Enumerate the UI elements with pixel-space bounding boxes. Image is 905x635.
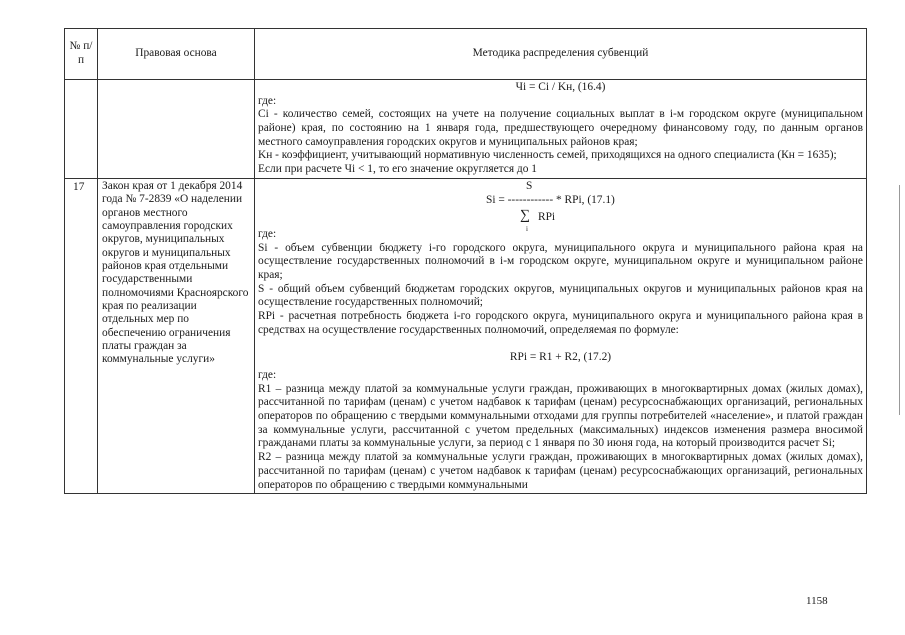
prev-basis-cell	[98, 80, 255, 179]
header-method: Методика распределения субвенций	[255, 29, 867, 80]
page-number: 1158	[806, 595, 828, 607]
formula-main-line: Si = ------------ * RPi, (17.1)	[486, 193, 615, 206]
sum-symbol: ∑	[520, 207, 530, 223]
table-header-row	[65, 29, 867, 80]
formula-numerator: S	[526, 179, 533, 192]
where-label-1: где:	[258, 227, 277, 240]
row-number: 17	[65, 178, 98, 493]
prev-method-cell	[255, 80, 867, 179]
formula-16-4: Чi = Ci / Kн, (16.4)	[515, 81, 606, 93]
definition-kn: Kн - коэффициент, учитывающий нормативную численность семей, приходящихся на одного специалиста (Кн = 1635);	[258, 149, 837, 162]
margin-line	[899, 185, 900, 415]
where-label: где:	[258, 94, 277, 107]
formula-17-2: RPi = R1 + R2, (17.2)	[509, 351, 612, 364]
rounding-note: Если при расчете Чi < 1, то его значение округляется до 1	[258, 163, 537, 176]
subsidy-table	[64, 28, 867, 494]
header-num: № п/п	[65, 29, 98, 80]
legal-basis: Закон края от 1 декабря 2014 года № 7-2839 «О наделении органов местного самоуправления городских округов, муниципальных округов и муниципальных районов края отдельными государственными полномочиями Красноярского края по реализации отдельных мер по обеспечению ограничения платы граждан за коммунальные услуги»	[98, 178, 255, 493]
definition-r1: R1 – разница между платой за коммунальные услуги граждан, проживающих в многоквартирных домах (жилых домах), рассчитанной по тарифам (ценам) с учетом надбавок к тарифам (ценам) ресурсоснабжающих организаций, региональных операторов по обращению с твердыми коммунальными отходами для группы потребителей «население», и платой граждан за коммунальные услуги, рассчитанной с учетом предельных (максимальных) индексов изменения размера вносимой гражданами платы за коммунальные услуги, за период с 1 января по 30 июня года, на который производится расчет Si;	[258, 382, 863, 450]
prev-num-cell	[65, 80, 98, 179]
table-row-prev	[65, 80, 867, 179]
definition-rpi: RPi - расчетная потребность бюджета i-го городского округа, муниципального округа и муниципального района края в средствах на осуществление государственных полномочий, определяемая по формуле:	[258, 309, 863, 336]
header-basis: Правовая основа	[98, 29, 255, 80]
definition-ci: Ci - количество семей, состоящих на учете на получение социальных выплат в i-м городском округе (муниципальном районе) края, по состоянию на 1 января года, предшествующего очередному финансовому году, по данным органов местного самоуправления городских округов и муниципальных районов края;	[258, 108, 863, 148]
formula-17-1	[258, 179, 863, 233]
definition-si: Si - объем субвенции бюджету i-го городского округа, муниципального округа и муниципального района края на осуществление государственных полномочий в i-м городском округе, муниципальном округе и муниципальном районе края;	[258, 241, 863, 281]
table-row-17	[65, 178, 867, 493]
sum-subscript: i	[526, 224, 528, 233]
definition-r2: R2 – разница между платой за коммунальные услуги граждан, проживающих в многоквартирных домах (жилых домах), рассчитанной по тарифам (ценам) с учетом надбавок к тарифам (ценам) ресурсоснабжающих организаций, региональных операторов по обращению с твердыми коммунальными	[258, 451, 863, 491]
formula-denominator: RPi	[538, 210, 556, 223]
definition-s: S - общий объем субвенций бюджетам городских округов, муниципальных округов и муниципальных районов края на осуществление государственных полномочий;	[258, 282, 863, 309]
where-label-2: где:	[258, 369, 277, 381]
method-cell	[255, 178, 867, 493]
